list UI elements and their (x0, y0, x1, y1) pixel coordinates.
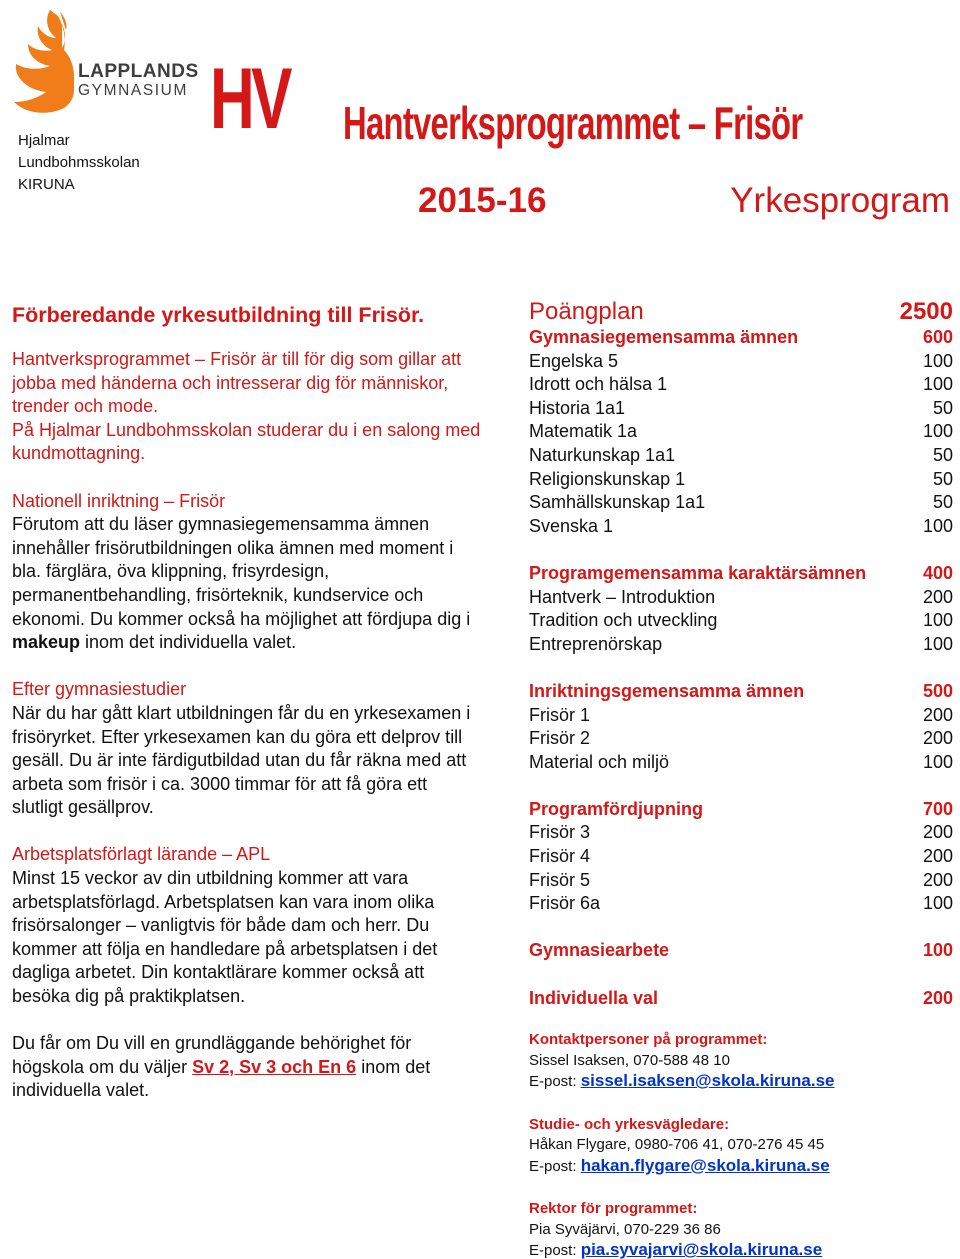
course-name: Hantverk – Introduktion (529, 586, 716, 607)
plan-header (529, 298, 953, 326)
contact-email-row (529, 1156, 953, 1178)
contact-heading: Rektor för programmet: (529, 1200, 698, 1218)
contact-email-row (529, 1240, 953, 1259)
course-name: Frisör 4 (529, 846, 591, 867)
email-label: E-post: (529, 1157, 581, 1175)
section-text-efter: När du har gått klart utbildningen får du en yrkesexamen i frisöryrket. Efter yrkesexamen kan du göra ett delprov till gesäll. Du är inte färdigutbildad utan du får räkna med att arbeta som frisör i ca. 3000 timmar för att få göra ett slutligt gesällprov. (12, 702, 471, 818)
course-points: 100 (922, 893, 953, 914)
plan-group-heading (529, 798, 953, 822)
plan-group-heading (529, 987, 953, 1011)
course-row (529, 751, 953, 775)
program-description (12, 302, 482, 1103)
program-code: HV (210, 51, 289, 147)
school-line: KIRUNA (18, 176, 75, 193)
course-row (529, 586, 953, 610)
eligibility-text: Du får om Du vill en grundläggande behörighet för högskola om du väljer Sv 2, Sv 3 och En 6 inom det individuella valet. (12, 1033, 431, 1101)
email-link[interactable]: hakan.flygare@skola.kiruna.se (580, 1155, 830, 1175)
plan-groups (529, 326, 953, 1010)
group-points: 600 (922, 327, 953, 347)
logo-text-lapplands: LAPPLANDS (78, 61, 199, 82)
school-name (18, 130, 140, 196)
course-points: 200 (922, 586, 953, 607)
course-row (529, 468, 953, 492)
course-row (529, 444, 953, 468)
contact-email-row (529, 1071, 953, 1093)
course-name: Samhällskunskap 1a1 (529, 492, 706, 513)
intro-paragraph: På Hjalmar Lundbohmsskolan studerar du i en salong med kundmottagning. (12, 419, 481, 464)
course-row (529, 892, 953, 916)
course-row (529, 633, 953, 657)
course-points: 50 (932, 492, 953, 513)
contact-heading: Studie- och yrkesvägledare: (529, 1115, 730, 1133)
intro-paragraph: Hantverksprogrammet – Frisör är till för dig som gillar att jobba med händerna och intresserar dig för människor, trender och mode. (12, 349, 462, 417)
course-points: 100 (922, 751, 953, 772)
course-row (529, 704, 953, 728)
course-points: 100 (922, 350, 953, 371)
course-name: Matematik 1a (529, 421, 638, 442)
course-row (529, 869, 953, 893)
course-row (529, 350, 953, 374)
course-name: Frisör 5 (529, 869, 591, 890)
group-name: Gymnasiearbete (529, 940, 670, 961)
plan-group-heading (529, 562, 953, 586)
school-logo (4, 6, 200, 118)
course-name: Entreprenörskap (529, 633, 663, 654)
group-points: 700 (922, 798, 953, 819)
course-name: Idrott och hälsa 1 (529, 374, 668, 395)
course-row (529, 491, 953, 515)
section-heading-inriktning: Nationell inriktning – Frisör (12, 490, 226, 511)
course-points: 200 (922, 846, 953, 867)
contact-line: Sissel Isaksen, 070-588 48 10 (529, 1051, 730, 1069)
course-name: Frisör 1 (529, 704, 591, 725)
course-row (529, 420, 953, 444)
course-points: 200 (922, 822, 953, 843)
course-points: 200 (922, 728, 953, 749)
course-points: 100 (922, 374, 953, 395)
group-name: Inriktningsgemensamma ämnen (529, 680, 805, 701)
course-name: Frisör 6a (529, 893, 601, 914)
course-name: Tradition och utveckling (529, 610, 718, 631)
program-title: Hantverksprogrammet – Frisör (343, 97, 803, 149)
course-points: 200 (922, 704, 953, 725)
course-points: 50 (932, 397, 953, 418)
section-heading-efter: Efter gymnasiestudier (12, 679, 187, 700)
section-text-inriktning: Förutom att du läser gymnasiegemensamma ämnen innehåller frisörutbildningen olika ämnen med moment i bla. färglära, öva klippning, frisyrdesign, permanentbehandling, frisörteknik, kundservice och ekonomi. Du kommer också ha möjlighet att fördjupa dig i makeup inom det individuella valet. (12, 514, 471, 653)
group-points: 200 (922, 987, 953, 1008)
course-name: Frisör 3 (529, 822, 591, 843)
course-name: Religionskunskap 1 (529, 468, 686, 489)
email-label: E-post: (529, 1242, 581, 1259)
school-line: Hjalmar (18, 132, 70, 149)
course-name: Frisör 2 (529, 728, 591, 749)
section-text-apl: Minst 15 veckor av din utbildning kommer att vara arbetsplatsförlagd. Arbetsplatsen kan vara inom olika frisörsalonger – vanligtvis för både dam och herr. Du kommer att följa en handledare på arbetsplatsen i det dagliga arbetet. Din kontaktlärare kommer också att besöka dig på praktikplatsen. (12, 868, 438, 1007)
group-points: 500 (922, 680, 953, 701)
course-row (529, 397, 953, 421)
email-link[interactable]: pia.syvajarvi@skola.kiruna.se (580, 1240, 823, 1259)
school-line: Lundbohmsskolan (18, 154, 140, 171)
course-name: Historia 1a1 (529, 397, 626, 418)
course-points: 50 (932, 468, 953, 489)
course-points: 100 (922, 515, 953, 536)
email-link[interactable]: sissel.isaksen@skola.kiruna.se (580, 1071, 835, 1091)
course-name: Svenska 1 (529, 515, 614, 536)
plan-group-heading (529, 939, 953, 963)
course-points: 100 (922, 421, 953, 442)
contact-list (529, 1014, 953, 1259)
plan-group-heading (529, 326, 953, 350)
course-row (529, 845, 953, 869)
course-row (529, 515, 953, 539)
school-year: 2015-16 (418, 181, 547, 220)
course-row (529, 373, 953, 397)
intro-heading: Förberedande yrkesutbildning till Frisör. (12, 303, 425, 327)
course-points: 200 (922, 869, 953, 890)
course-name: Naturkunskap 1a1 (529, 444, 676, 465)
group-points: 100 (922, 940, 953, 961)
logo-text-gymnasium: GYMNASIUM (78, 82, 188, 99)
group-name: Gymnasiegemensamma ämnen (529, 327, 799, 347)
eligibility-courses: Sv 2, Sv 3 och En 6 (192, 1056, 357, 1077)
course-name: Engelska 5 (529, 350, 619, 371)
plan-title: Poängplan (529, 298, 644, 325)
contact-line: Håkan Flygare, 0980-706 41, 070-276 45 45 (529, 1136, 825, 1154)
course-name: Material och miljö (529, 751, 670, 772)
course-points: 100 (922, 633, 953, 654)
group-points: 400 (922, 562, 953, 583)
course-row (529, 727, 953, 751)
contact-block (529, 1199, 953, 1259)
contact-block (529, 1030, 953, 1093)
points-plan (529, 298, 953, 1259)
contact-block (529, 1115, 953, 1178)
group-name: Programgemensamma karaktärsämnen (529, 562, 867, 583)
section-heading-apl: Arbetsplatsförlagt lärande – APL (12, 844, 271, 865)
plan-group-heading (529, 680, 953, 704)
contact-line: Pia Syväjärvi, 070-229 36 86 (529, 1220, 721, 1238)
course-row (529, 609, 953, 633)
program-type: Yrkesprogram (730, 181, 950, 220)
contact-heading: Kontaktpersoner på programmet: (529, 1031, 768, 1049)
course-points: 50 (932, 444, 953, 465)
group-name: Programfördjupning (529, 798, 703, 819)
plan-total: 2500 (899, 298, 953, 325)
email-label: E-post: (529, 1073, 581, 1091)
course-points: 100 (922, 610, 953, 631)
course-row (529, 821, 953, 845)
group-name: Individuella val (529, 987, 659, 1008)
